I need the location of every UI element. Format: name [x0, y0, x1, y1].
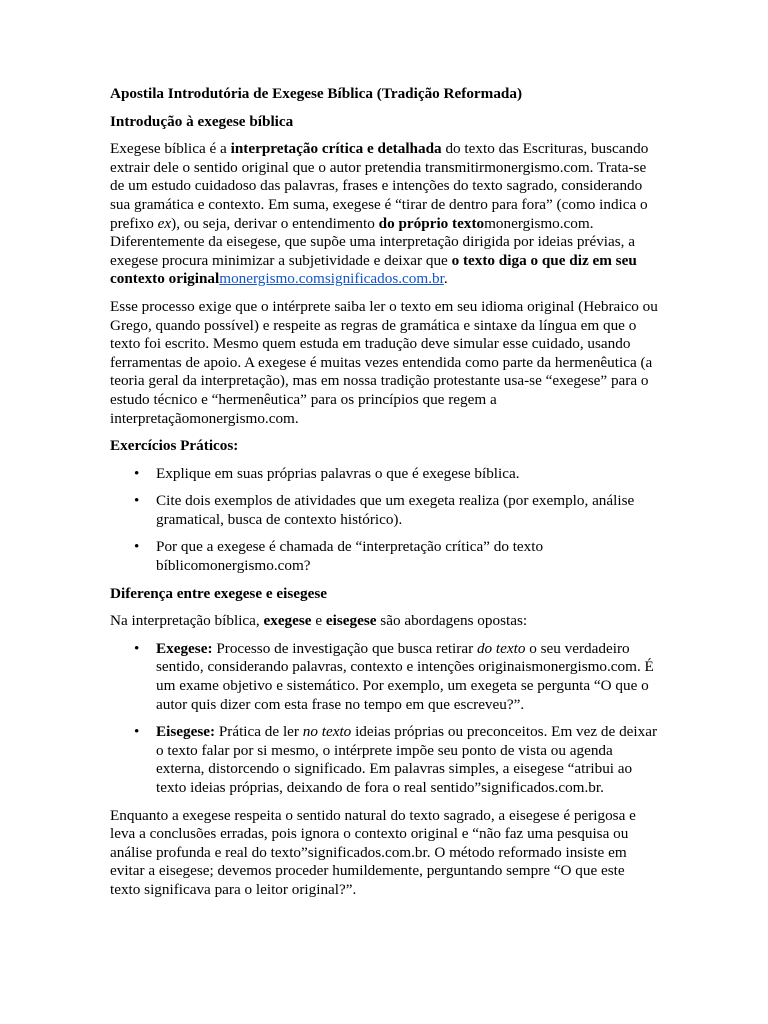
source-link[interactable]: monergismo.comsignificados.com.br [219, 270, 444, 288]
text-run: do texto das Escrituras, buscando extrair dele o sentido original que o autor pretendia transmitirmonergismo.com. Trata-se de um estudo cuidadoso das palavras, frases e intenções do texto sagrado, considerando sua gramática e contexto. Em suma, exegese é “tirar de dentro para fora” (como indica o prefixo [110, 140, 649, 232]
list-item-eisegese [156, 723, 658, 797]
bold-run: eisegese [325, 612, 377, 630]
text-run: o seu verdadeiro sentido, considerando palavras, contexto e intenções originaismonergismo.com. É um exame objetivo e sistemático. Por exemplo, um exegeta se pergunta “O que o autor quis dizer com esta frase no tempo em que escreveu?”. [156, 639, 654, 713]
text-run: Na interpretação bíblica, [110, 612, 264, 630]
paragraph-exegese-definition [110, 140, 658, 289]
text-run: Prática de ler [215, 723, 303, 741]
list-item: • Cite dois exemplos de atividades que um exegeta realiza (por exemplo, análise gramatical, busca de contexto histórico). [156, 492, 658, 529]
paragraph-process: Esse processo exige que o intérprete saiba ler o texto em seu idioma original (Hebraico ou Grego, quando possível) e respeite as regras de gramática e sintaxe da língua em que o texto foi escrito. Mesmo quem estuda em tradução deve simular esse cuidado, usando ferramentas de apoio. A exegese é muitas vezes entendida como parte da hermenêutica (a teoria geral da interpretação), mas em nossa tradição protestante usa-se “exegese” para o estudo técnico e “hermenêutica” para os princípios que regem a interpretaçãomonergismo.com. [110, 297, 658, 427]
bold-run: interpretação crítica e detalhada [230, 140, 442, 158]
text-run: Exegese bíblica é a [110, 140, 231, 158]
bold-run: o texto diga o que diz em seu contexto original [110, 251, 637, 288]
list-item: • Por que a exegese é chamada de “interpretação crítica” do texto bíblicomonergismo.com? [156, 538, 658, 575]
italic-run: do texto [476, 639, 526, 657]
text-run: . [443, 270, 448, 288]
text-run: ideias próprias ou preconceitos. Em vez de deixar o texto falar por si mesmo, o intérprete impõe seu ponto de vista ou agenda externa, distorcendo o significado. Em palavras simples, a eisegese “atribui ao texto ideias próprias, deixando de fora o real sentido”significados.com.br. [156, 723, 658, 796]
text-run: são abordagens opostas: [376, 612, 528, 630]
bold-run: do próprio texto [378, 214, 485, 232]
document-title: Apostila Introdutória de Exegese Bíblica (Tradição Reformada) [110, 85, 523, 102]
italic-run: ex [157, 214, 172, 232]
definition-list [110, 640, 658, 798]
italic-run: no texto [302, 723, 352, 741]
section-heading-exercises: Exercícios Práticos: [110, 437, 239, 455]
paragraph-difference-intro [110, 612, 658, 631]
paragraph-conclusion: Enquanto a exegese respeita o sentido natural do texto sagrado, a eisegese é perigosa e leva a conclusões erradas, pois ignora o contexto original e “não faz uma pesquisa ou análise profunda e real do texto”significados.com.br. O método reformado insiste em evitar a eisegese; devemos proceder humildemente, perguntando sempre “O que este texto significava para o leitor original?”. [110, 806, 636, 898]
exercise-list [110, 465, 658, 576]
section-heading-difference: Diferença entre exegese e eisegese [110, 584, 328, 602]
term-eisegese: Eisegese: [156, 723, 216, 741]
list-item: • Explique em suas próprias palavras o que é exegese bíblica. [156, 465, 658, 484]
text-run: monergismo.com. Diferentemente da eisegese, que supõe uma interpretação dirigida por ideias prévias, a exegese procura minimizar a subjetividade e deixar que [110, 214, 636, 269]
text-run: e [311, 612, 326, 630]
document-body [110, 85, 658, 909]
section-heading-introduction: Introdução à exegese bíblica [110, 112, 294, 130]
text-run: Processo de investigação que busca retirar [212, 639, 477, 657]
text-run: ), ou seja, derivar o entendimento [171, 214, 379, 232]
bold-run: exegese [263, 612, 312, 630]
list-item-exegese [156, 640, 658, 714]
term-exegese: Exegese: [156, 639, 213, 657]
